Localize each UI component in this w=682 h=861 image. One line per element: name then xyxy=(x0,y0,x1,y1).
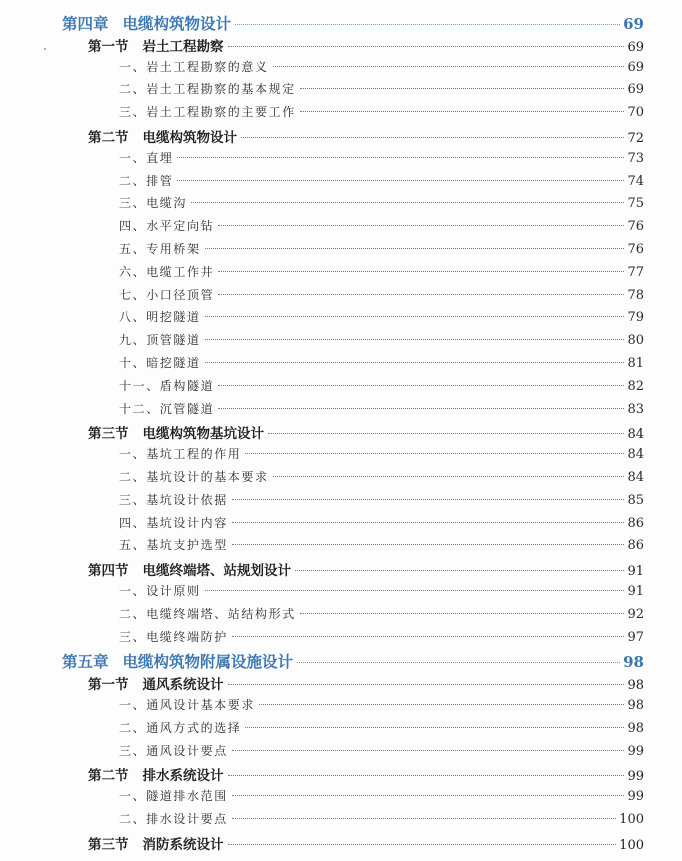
dot-leader xyxy=(218,225,624,226)
page-number: 81 xyxy=(627,356,644,371)
toc-entry-label xyxy=(62,650,293,672)
toc-entry-label xyxy=(119,742,228,759)
page-number: 84 xyxy=(627,470,644,485)
toc-entry-label xyxy=(119,628,228,645)
page-number: 75 xyxy=(627,196,644,212)
toc-item-row[interactable] xyxy=(119,696,644,713)
section-number: 第二节 xyxy=(88,130,129,146)
toc-entry-label xyxy=(119,468,269,485)
page-number: 85 xyxy=(627,492,644,508)
dot-leader xyxy=(228,775,625,776)
toc-entry-label xyxy=(119,582,201,599)
toc-entry-label xyxy=(119,308,201,325)
dot-leader xyxy=(228,46,625,47)
toc-entry-label xyxy=(119,263,214,280)
dot-leader xyxy=(295,570,624,571)
toc-entry-label xyxy=(119,58,269,75)
page-number: 100 xyxy=(619,837,644,853)
dot-leader xyxy=(177,157,624,158)
toc-entry-label xyxy=(119,514,228,531)
item-title: 一、通风设计基本要求 xyxy=(119,698,256,712)
section-title: 通风系统设计 xyxy=(142,677,224,694)
dot-leader xyxy=(232,522,625,523)
toc-entry-label xyxy=(119,536,228,553)
toc-item-row[interactable] xyxy=(119,172,644,189)
page-number: 91 xyxy=(627,584,644,599)
dot-leader xyxy=(191,202,624,203)
section-number: 第四节 xyxy=(88,563,129,580)
toc-entry-label xyxy=(119,491,228,508)
toc-item-row[interactable] xyxy=(119,582,644,599)
item-title: 八、明挖隧道 xyxy=(119,310,201,325)
section-number: 第二节 xyxy=(88,768,129,785)
item-title: 五、基坑支护选型 xyxy=(119,538,228,553)
section-number: 第三节 xyxy=(88,836,129,853)
item-title: 四、水平定向钻 xyxy=(119,219,215,234)
toc-item-row[interactable] xyxy=(119,445,644,462)
section-title: 电缆终端塔、站规划设计 xyxy=(142,563,291,580)
page-number: 74 xyxy=(627,173,644,189)
toc-item-row[interactable] xyxy=(119,80,644,97)
dot-leader xyxy=(245,727,624,728)
dot-leader xyxy=(218,271,624,272)
dot-leader xyxy=(273,66,625,67)
chapter-title: 电缆构筑物设计 xyxy=(122,14,232,33)
toc-item-row[interactable] xyxy=(119,217,644,234)
toc-entry-label xyxy=(119,217,214,234)
page-number: 69 xyxy=(627,82,644,98)
page-number: 92 xyxy=(627,606,644,622)
toc-item-row[interactable] xyxy=(119,719,644,736)
item-title: 二、通风方式的选择 xyxy=(119,720,242,735)
dot-leader xyxy=(228,684,625,685)
toc-section-row[interactable] xyxy=(88,764,644,784)
item-title: 一、岩土工程勘察的意义 xyxy=(119,59,269,74)
toc-section-row[interactable] xyxy=(88,35,644,55)
section-title: 消防系统设计 xyxy=(142,836,224,853)
dot-leader xyxy=(232,750,625,751)
item-title: 三、基坑设计依据 xyxy=(119,492,228,507)
toc-entry-label xyxy=(119,240,201,257)
chapter-number: 第五章 xyxy=(62,652,109,672)
toc-item-row[interactable] xyxy=(119,377,644,394)
toc-entry-label xyxy=(119,400,214,417)
dot-leader xyxy=(297,662,620,663)
dot-leader xyxy=(218,385,624,386)
dot-leader xyxy=(259,704,624,705)
toc-entry-label xyxy=(119,103,296,120)
toc-item-row[interactable] xyxy=(119,536,644,553)
page-number: 99 xyxy=(627,769,644,785)
toc-item-row[interactable] xyxy=(119,468,644,485)
item-title: 二、排管 xyxy=(119,173,174,188)
dot-leader xyxy=(300,88,625,89)
toc-entry-label xyxy=(119,331,201,348)
dot-leader xyxy=(232,636,625,637)
toc-item-row[interactable] xyxy=(119,605,644,622)
toc-item-row[interactable] xyxy=(119,331,644,348)
dot-leader xyxy=(241,137,624,138)
page-number: 69 xyxy=(627,59,644,75)
toc-section-row[interactable] xyxy=(88,126,644,146)
dot-leader xyxy=(228,844,617,845)
toc-section-row[interactable] xyxy=(88,673,644,693)
toc-entry-label xyxy=(119,810,228,827)
toc-entry-label xyxy=(88,833,224,853)
toc-item-row[interactable] xyxy=(119,308,644,325)
toc-entry-label xyxy=(119,286,214,303)
item-title: 三、电缆沟 xyxy=(119,196,188,211)
toc-section-row[interactable] xyxy=(88,422,644,442)
toc-item-row[interactable] xyxy=(119,742,644,759)
item-title: 三、岩土工程勘察的主要工作 xyxy=(119,105,296,120)
item-title: 二、岩土工程勘察的基本规定 xyxy=(119,82,296,97)
page-number: 78 xyxy=(627,287,644,303)
toc-item-row[interactable] xyxy=(119,58,644,75)
item-title: 七、小口径顶管 xyxy=(119,287,215,302)
section-number: 第一节 xyxy=(88,677,129,694)
toc-item-row[interactable] xyxy=(119,286,644,303)
dot-leader xyxy=(205,316,625,317)
page-number: 69 xyxy=(623,15,644,33)
section-title: 电缆构筑物设计 xyxy=(142,130,237,146)
dot-leader xyxy=(232,499,625,500)
page-number: 76 xyxy=(627,219,644,235)
dot-leader xyxy=(205,248,625,249)
toc-entry-label xyxy=(62,12,231,34)
page-number: 98 xyxy=(623,653,644,672)
item-title: 二、基坑设计的基本要求 xyxy=(119,470,269,484)
item-title: 三、电缆终端防护 xyxy=(119,629,228,644)
toc-entry-label xyxy=(88,35,224,55)
dot-leader xyxy=(205,339,625,340)
toc-section-row[interactable] xyxy=(88,559,644,579)
item-title: 二、电缆终端塔、站结构形式 xyxy=(119,606,296,621)
toc-item-row[interactable] xyxy=(119,149,644,166)
page-number: 83 xyxy=(627,401,644,417)
page-number: 100 xyxy=(619,812,644,827)
item-title: 五、专用桥架 xyxy=(119,242,201,256)
item-title: 十二、沉管隧道 xyxy=(119,401,215,416)
toc-item-row[interactable] xyxy=(119,240,644,257)
toc-entry-label xyxy=(119,377,214,394)
toc-item-row[interactable] xyxy=(119,491,644,508)
toc-item-row[interactable] xyxy=(119,263,644,280)
toc-entry-label xyxy=(88,126,237,146)
item-title: 四、基坑设计内容 xyxy=(119,515,228,530)
toc-entry-label xyxy=(119,605,296,622)
dot-leader xyxy=(300,111,625,112)
toc-item-row[interactable] xyxy=(119,810,644,827)
toc-item-row[interactable] xyxy=(119,514,644,531)
page-number: 69 xyxy=(627,39,644,55)
page-number: 70 xyxy=(627,105,644,121)
dot-leader xyxy=(177,180,624,181)
toc-chapter-row[interactable] xyxy=(62,12,644,34)
page-number: 86 xyxy=(627,515,644,531)
page-number: 77 xyxy=(627,264,644,280)
item-title: 一、基坑工程的作用 xyxy=(119,447,242,462)
item-title: 三、通风设计要点 xyxy=(119,743,228,758)
item-title: 二、排水设计要点 xyxy=(119,812,228,826)
item-title: 十一、盾构隧道 xyxy=(119,378,215,393)
toc-item-row[interactable] xyxy=(119,400,644,417)
chapter-title: 电缆构筑物附属设施设计 xyxy=(122,652,294,672)
toc-entry-label xyxy=(119,194,187,211)
toc-entry-label xyxy=(88,422,264,442)
page-number: 76 xyxy=(627,242,644,257)
dot-leader xyxy=(235,24,620,25)
dot-leader xyxy=(273,476,625,477)
dot-leader xyxy=(245,453,624,454)
item-title: 九、顶管隧道 xyxy=(119,333,201,348)
page-number: 84 xyxy=(627,427,644,443)
dot-leader xyxy=(232,544,625,545)
page-number: 86 xyxy=(627,538,644,554)
item-title: 一、直埋 xyxy=(119,150,174,165)
toc-item-row[interactable] xyxy=(119,628,644,645)
toc-entry-label xyxy=(119,80,296,97)
dot-leader xyxy=(300,613,625,614)
toc-entry-label xyxy=(119,149,173,166)
item-title: 一、设计原则 xyxy=(119,584,201,598)
dot-leader xyxy=(218,294,624,295)
toc-entry-label xyxy=(88,559,291,579)
scan-speck xyxy=(44,48,46,50)
item-title: 十、暗挖隧道 xyxy=(119,356,201,370)
toc-item-row[interactable] xyxy=(119,194,644,211)
page-number: 84 xyxy=(627,447,644,463)
toc-entry-label xyxy=(119,172,173,189)
page-number: 73 xyxy=(627,150,644,166)
page-number: 82 xyxy=(627,378,644,394)
page-number: 99 xyxy=(627,789,644,805)
page-number: 79 xyxy=(627,310,644,326)
toc-entry-label xyxy=(119,696,255,713)
section-title: 电缆构筑物基坑设计 xyxy=(142,426,264,443)
toc-entry-label xyxy=(88,673,224,693)
page-number: 91 xyxy=(627,564,644,580)
dot-leader xyxy=(232,795,625,796)
dot-leader xyxy=(205,590,625,591)
item-title: 六、电缆工作井 xyxy=(119,264,215,279)
dot-leader xyxy=(218,408,624,409)
toc-entry-label xyxy=(119,787,228,804)
toc-item-row[interactable] xyxy=(119,103,644,120)
page-number: 98 xyxy=(627,678,644,694)
toc-entry-label xyxy=(119,354,201,371)
section-title: 岩土工程勘察 xyxy=(142,38,224,55)
toc-chapter-row[interactable] xyxy=(62,650,644,672)
item-title: 一、隧道排水范围 xyxy=(119,789,228,804)
page-number: 99 xyxy=(627,743,644,759)
section-number: 第三节 xyxy=(88,426,129,443)
toc-section-row[interactable] xyxy=(88,833,644,853)
chapter-number: 第四章 xyxy=(62,14,109,33)
dot-leader xyxy=(232,818,616,819)
dot-leader xyxy=(205,362,625,363)
toc-entry-label xyxy=(119,445,241,462)
toc-item-row[interactable] xyxy=(119,787,644,804)
page-number: 97 xyxy=(627,629,644,645)
page-number: 72 xyxy=(627,131,644,146)
page-number: 80 xyxy=(627,333,644,349)
toc-entry-label xyxy=(119,719,241,736)
toc-item-row[interactable] xyxy=(119,354,644,371)
dot-leader xyxy=(268,433,624,434)
toc-entry-label xyxy=(88,764,224,784)
page-number: 98 xyxy=(627,720,644,736)
section-number: 第一节 xyxy=(88,38,129,55)
page-number: 98 xyxy=(627,698,644,713)
section-title: 排水系统设计 xyxy=(142,768,224,785)
